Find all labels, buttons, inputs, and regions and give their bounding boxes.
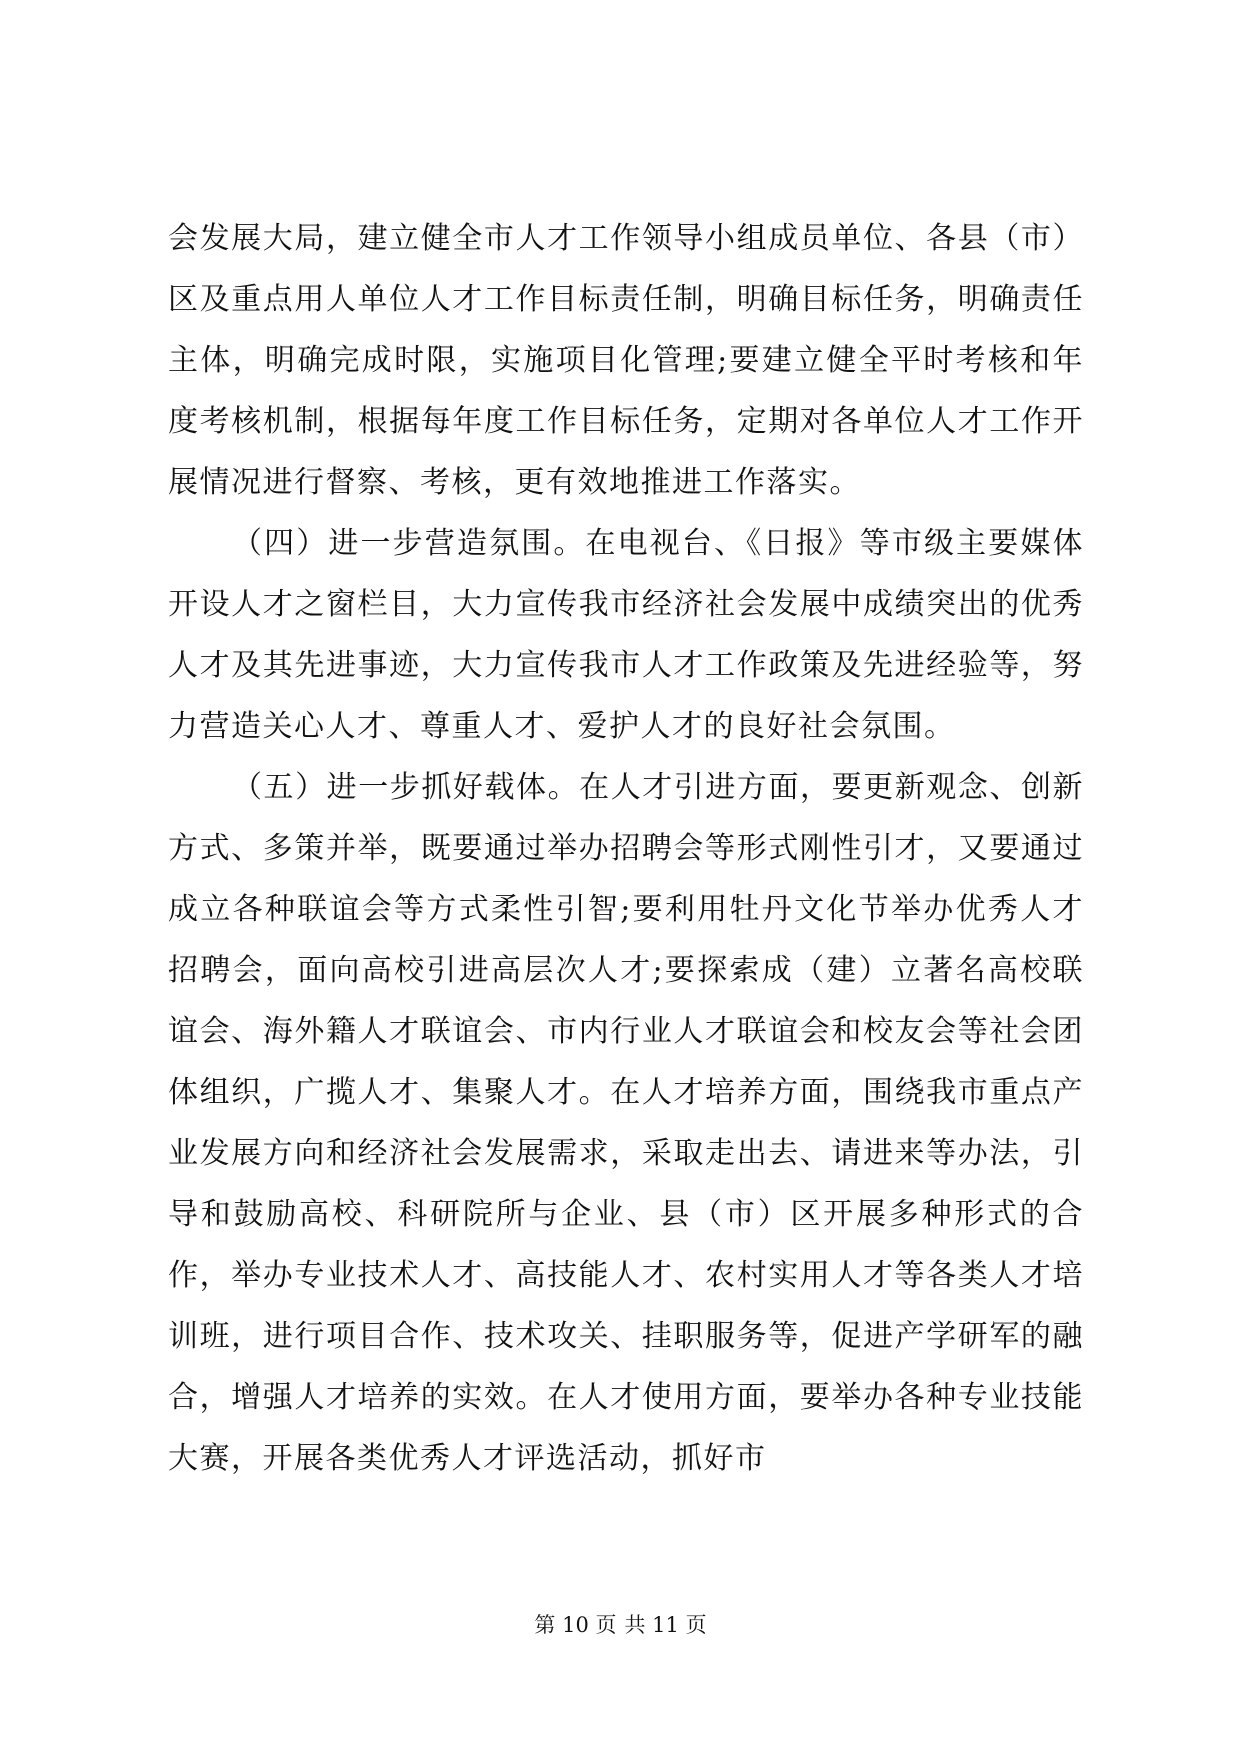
paragraph-continuation: 会发展大局，建立健全市人才工作领导小组成员单位、各县（市）区及重点用人单位人才工作目标责任制，明确目标任务，明确责任主体，明确完成时限，实施项目化管理;要建立健全平时考核和年度考核机制，根据每年度工作目标任务，定期对各单位人才工作开展情况进行督察、考核，更有效地推进工作落实。: [168, 221, 1084, 500]
page-footer: [0, 1610, 1241, 1640]
page-total: 共 11 页: [624, 1613, 707, 1637]
document-body: [168, 208, 1084, 1489]
paragraph-section-four: （四）进一步营造氛围。在电视台、《日报》等市级主要媒体开设人才之窗栏目，大力宣传我市经济社会发展中成绩突出的优秀人才及其先进事迹，大力宣传我市人才工作政策及先进经验等，努力营造关心人才、尊重人才、爱护人才的良好社会氛围。: [168, 526, 1084, 744]
page-number: 第 10 页: [534, 1613, 617, 1637]
paragraph-section-five: （五）进一步抓好载体。在人才引进方面，要更新观念、创新方式、多策并举，既要通过举办招聘会等形式刚性引才，又要通过成立各种联谊会等方式柔性引智;要利用牡丹文化节举办优秀人才招聘会，面向高校引进高层次人才;要探索成（建）立著名高校联谊会、海外籍人才联谊会、市内行业人才联谊会和校友会等社会团体组织，广揽人才、集聚人才。在人才培养方面，围绕我市重点产业发展方向和经济社会发展需求，采取走出去、请进来等办法，引导和鼓励高校、科研院所与企业、县（市）区开展多种形式的合作，举办专业技术人才、高技能人才、农村实用人才等各类人才培训班，进行项目合作、技术攻关、挂职服务等，促进产学研军的融合，增强人才培养的实效。在人才使用方面，要举办各种专业技能大赛，开展各类优秀人才评选活动，抓好市: [168, 770, 1084, 1476]
